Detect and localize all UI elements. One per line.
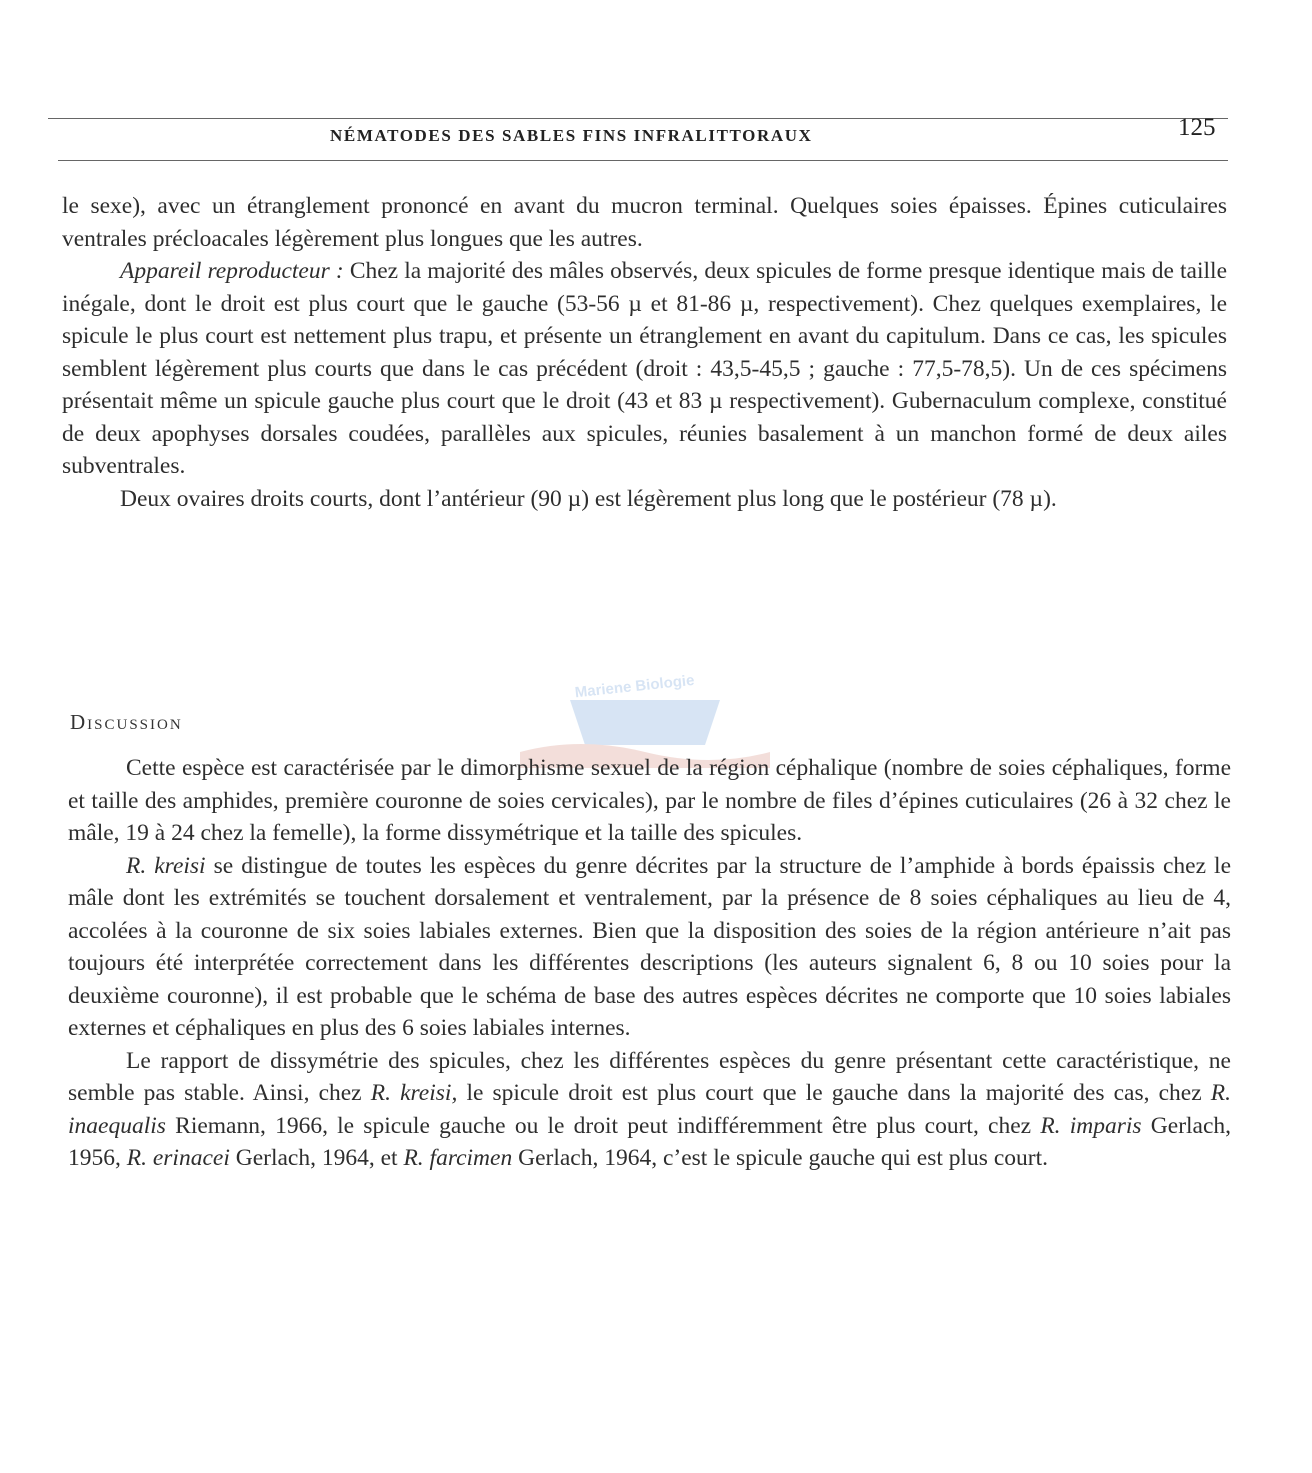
species-name: R. kreisi — [126, 852, 206, 879]
body-section-top — [62, 190, 1227, 515]
text-run: Le rapport de dissymétrie des spicules, chez les différentes espèces du genre présentant cette caractéristique, ne semble pas stable. Ainsi, chez — [68, 1047, 1231, 1106]
header-bottom-rule — [58, 160, 1228, 161]
text-run: Gerlach, 1956, — [68, 1112, 1232, 1171]
text-run: Gerlach, 1964, et — [235, 1145, 398, 1171]
watermark-label: Mariene Biologie — [574, 671, 696, 702]
species-name: R. kreisi, — [370, 1080, 458, 1106]
page-number: 125 — [1178, 114, 1216, 141]
text-run: Riemann, 1966, le spicule gauche ou le droit peut indifféremment être plus court, chez — [175, 1112, 1032, 1139]
species-name: R. farcimen — [403, 1145, 513, 1171]
text-run: le spicule droit est plus court que le gauche dans la majorité des cas, chez — [466, 1080, 1202, 1106]
species-name: R. erinacei — [126, 1145, 230, 1171]
species-name: R. imparis — [1040, 1112, 1142, 1139]
paragraph-discussion-3 — [68, 1045, 1231, 1175]
paragraph-discussion-2 — [68, 850, 1231, 1045]
section-heading-discussion: Discussion — [70, 710, 183, 734]
subheading-label: Appareil reproducteur : — [120, 258, 344, 284]
body-section-discussion — [68, 752, 1231, 1175]
species-name: R. inaequalis — [68, 1080, 1232, 1139]
paragraph-text: Chez la majorité des mâles observés, deux spicules de forme presque identique mais de taille inégale, dont le droit est plus court que le gauche (53-56 µ et 81-86 µ, respectivement). Chez quelques exemplaires, le spicule le plus court est nettement plus trapu, et présente un étranglement en avant du capitulum. Dans ce cas, les spicules semblent légèrement plus courts que dans le cas précédent (droit : 43,5-45,5 ; gauche : 77,5-78,5). Un de ces spécimens présentait même un spicule gauche plus court que le droit (43 et 83 µ respectivement). Gubernaculum complexe, constitué de deux apophyses dorsales coudées, parallèles aux spicules, réunies basalement à un manchon formé de deux ailes subventrales. — [62, 258, 1228, 479]
paragraph-discussion-1: Cette espèce est caractérisée par le dimorphisme sexuel de la région céphalique (nombre de soies céphaliques, forme et taille des amphides, première couronne de soies cervicales), par le nombre de files d’épines cuticulaires (26 à 32 chez le mâle, 19 à 24 chez la femelle), la forme dissymétrique et la taille des spicules. — [68, 755, 1231, 846]
text-run: Gerlach, 1964, c’est le spicule gauche qui est plus court. — [518, 1145, 1048, 1171]
paragraph-text: se distingue de toutes les espèces du genre décrites par la structure de l’amphide à bords épaissis chez le mâle dont les extrémités se touchent dorsalement et ventralement, par la présence de 8 soies céphaliques au lieu de 4, accolées à la couronne de six soies labiales externes. Bien que la disposition des soies de la région antérieure n’ait pas toujours été interprétée correctement dans les différentes descriptions (les auteurs signalent 6, 8 ou 10 soies pour la deuxième couronne), il est probable que le schéma de base des autres espèces décrites ne comporte que 10 soies labiales externes et céphaliques en plus des 6 soies labiales internes. — [68, 852, 1232, 1041]
paragraph-ovaries: Deux ovaires droits courts, dont l’antérieur (90 µ) est légèrement plus long que le postérieur (78 µ). — [120, 485, 1057, 512]
paragraph-continuation: le sexe), avec un étranglement prononcé en avant du mucron terminal. Quelques soies épaisses. Épines cuticulaires ventrales précloacales légèrement plus longues que les autres. — [62, 193, 1227, 252]
running-title: NÉMATODES DES SABLES FINS INFRALITTORAUX — [330, 126, 813, 145]
header-top-rule — [48, 118, 1228, 119]
paragraph-reproductive-apparatus — [62, 255, 1227, 483]
